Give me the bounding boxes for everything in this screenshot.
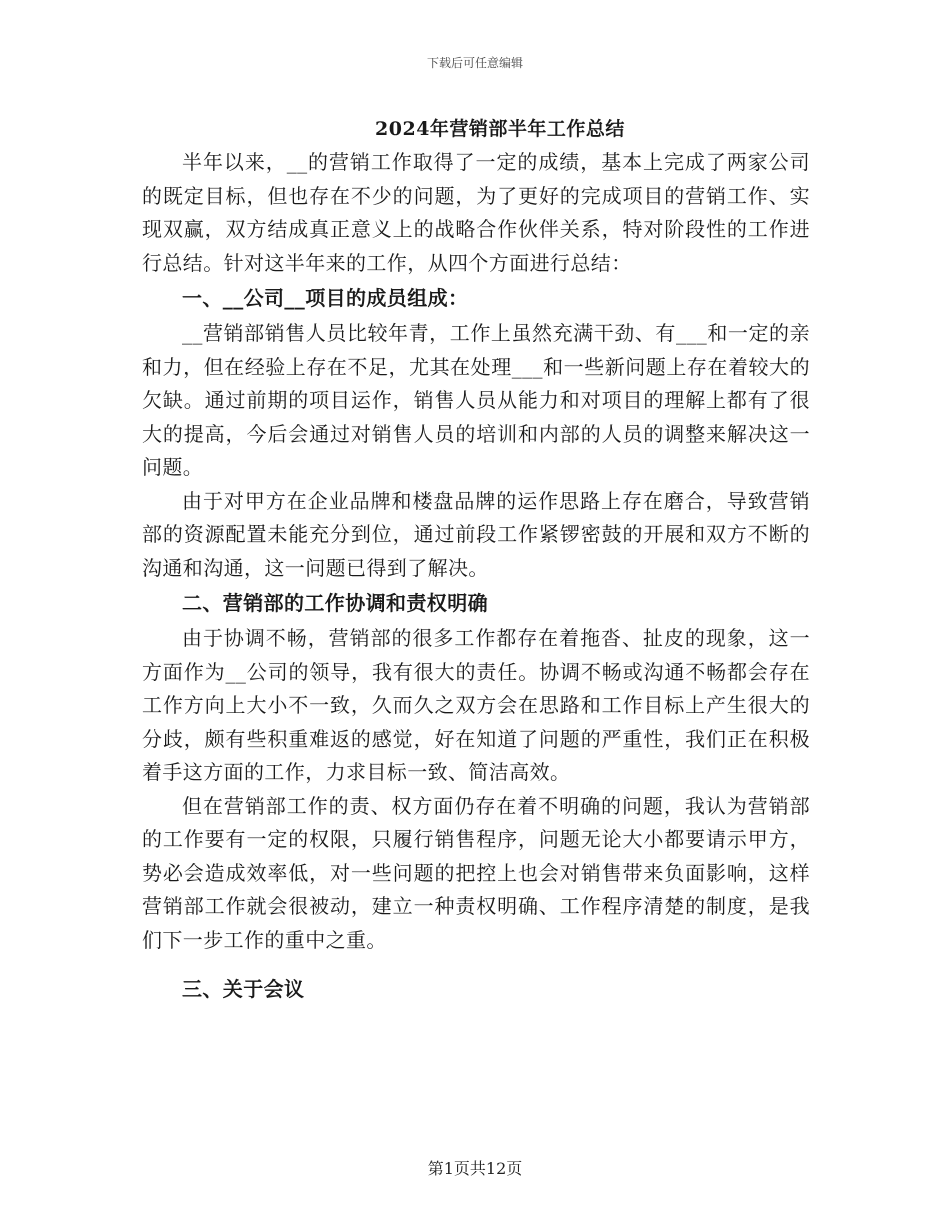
- page-footer: 第1页共12页: [427, 1159, 523, 1178]
- document-title: 2024年营销部半年工作总结: [375, 118, 625, 140]
- paragraph-responsibility: 但在营销部工作的责、权方面仍存在着不明确的问题，我认为营销部的工作要有一定的权限，只履行销售程序，问题无论大小都要请示甲方，势必会造成效率低，对一些问题的把控上也会对销售带来负面影响，这样营销部工作就会很被动，建立一种责权明确、工作程序清楚的制度，是我们下一步工作的重中之重。: [142, 793, 810, 952]
- paragraph-members: __营销部销售人员比较年青，工作上虽然充满干劲、有___和一定的亲和力，但在经验上存在不足，尤其在处理___和一些新问题上存在着较大的欠缺。通过前期的项目运作，销售人员从能力和对项目的理解上都有了很大的提高，今后会通过对销售人员的培训和内部的人员的调整来解决这一问题。: [142, 321, 810, 479]
- paragraph-resources: 由于对甲方在企业品牌和楼盘品牌的运作思路上存在磨合，导致营销部的资源配置未能充分到位，通过前段工作紧锣密鼓的开展和双方不断的沟通和沟通，这一问题已得到了解决。: [142, 488, 810, 580]
- section-heading-3: 三、关于会议: [182, 977, 305, 1001]
- section-heading-2: 二、营销部的工作协调和责权明确: [182, 591, 488, 615]
- document-body: [142, 146, 810, 1008]
- paragraph-intro: 半年以来，__的营销工作取得了一定的成绩，基本上完成了两家公司的既定目标，但也存在不少的问题，为了更好的完成项目的营销工作、实现双赢，双方结成真正意义上的战略合作伙伴关系，特对阶段性的工作进行总结。针对这半年来的工作，从四个方面进行总结：: [142, 150, 810, 275]
- section-heading-1: 一、__公司__项目的成员组成：: [182, 286, 469, 310]
- paragraph-coordination: 由于协调不畅，营销部的很多工作都存在着拖沓、扯皮的现象，这一方面作为__公司的领导，我有很大的责任。协调不畅或沟通不畅都会存在工作方向上大小不一致，久而久之双方会在思路和工作目标上产生很大的分歧，颇有些积重难返的感觉，好在知道了问题的严重性，我们正在积极着手这方面的工作，力求目标一致、简洁高效。: [142, 626, 810, 784]
- header-note: 下载后可任意编辑: [426, 56, 523, 70]
